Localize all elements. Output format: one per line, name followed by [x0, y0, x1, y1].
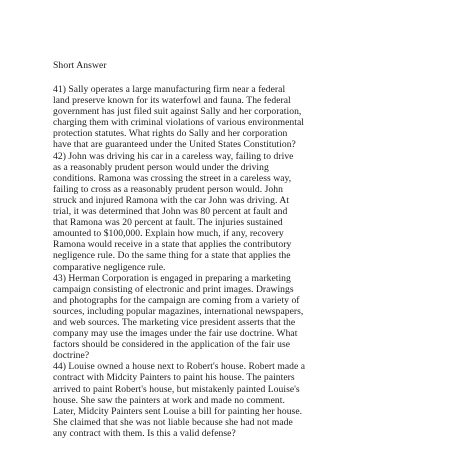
text-line: as a reasonably prudent person would under the driving	[53, 161, 269, 173]
text-line: 42) John was driving his car in a careless way, failing to drive	[53, 150, 294, 162]
question-text-block	[53, 84, 423, 439]
text-line: house. She saw the painters at work and made no comment.	[53, 394, 285, 406]
text-line: charging them with criminal violations of various environmental	[53, 117, 305, 129]
section-title: Short Answer	[53, 60, 107, 71]
text-line: 43) Herman Corporation is engaged in preparing a marketing	[53, 272, 291, 284]
text-line: government has just filed suit against Sally and her corporation,	[53, 106, 302, 118]
text-line: struck and injured Ramona with the car John was driving. At	[53, 194, 290, 206]
text-line: 44) Louise owned a house next to Robert's house. Robert made a	[53, 361, 306, 373]
text-line: sources, including popular magazines, international newspapers,	[53, 305, 304, 317]
text-line: doctrine?	[53, 350, 90, 362]
text-line: and photographs for the campaign are coming from a variety of	[53, 294, 300, 306]
text-line: negligence rule. Do the same thing for a state that applies the	[53, 250, 291, 262]
text-line: Later, Midcity Painters sent Louise a bill for painting her house.	[53, 405, 303, 417]
text-line: conditions. Ramona was crossing the street in a careless way,	[53, 172, 292, 184]
text-line: Ramona would receive in a state that applies the contributory	[53, 239, 292, 251]
text-line: arrived to paint Robert's house, but mistakenly painted Louise's	[53, 383, 300, 395]
text-line: company may use the images under the fair use doctrine. What	[53, 328, 298, 340]
text-line: factors should be considered in the application of the fair use	[53, 339, 291, 351]
text-line: campaign consisting of electronic and print images. Drawings	[53, 283, 294, 295]
text-line: land preserve known for its waterfowl and fauna. The federal	[53, 95, 291, 107]
text-line: comparative negligence rule.	[53, 261, 166, 273]
text-line: contract with Midcity Painters to paint his house. The painters	[53, 372, 295, 384]
text-line: protection statutes. What rights do Sally and her corporation	[53, 128, 288, 140]
text-line: trial, it was determined that John was 80 percent at fault and	[53, 206, 288, 218]
text-line: have that are guaranteed under the United States Constitution?	[53, 139, 296, 151]
text-line: amounted to $100,000. Explain how much, if any, recovery	[53, 228, 284, 240]
text-line: that Ramona was 20 percent at fault. The injuries sustained	[53, 217, 283, 229]
text-line: 41) Sally operates a large manufacturing firm near a federal	[53, 84, 286, 95]
text-line: failing to cross as a reasonably prudent person would. John	[53, 183, 283, 195]
text-line: She claimed that she was not liable because she had not made	[53, 416, 293, 428]
text-line: any contract with them. Is this a valid defense?	[53, 427, 236, 439]
text-line: and web sources. The marketing vice president asserts that the	[53, 316, 296, 328]
